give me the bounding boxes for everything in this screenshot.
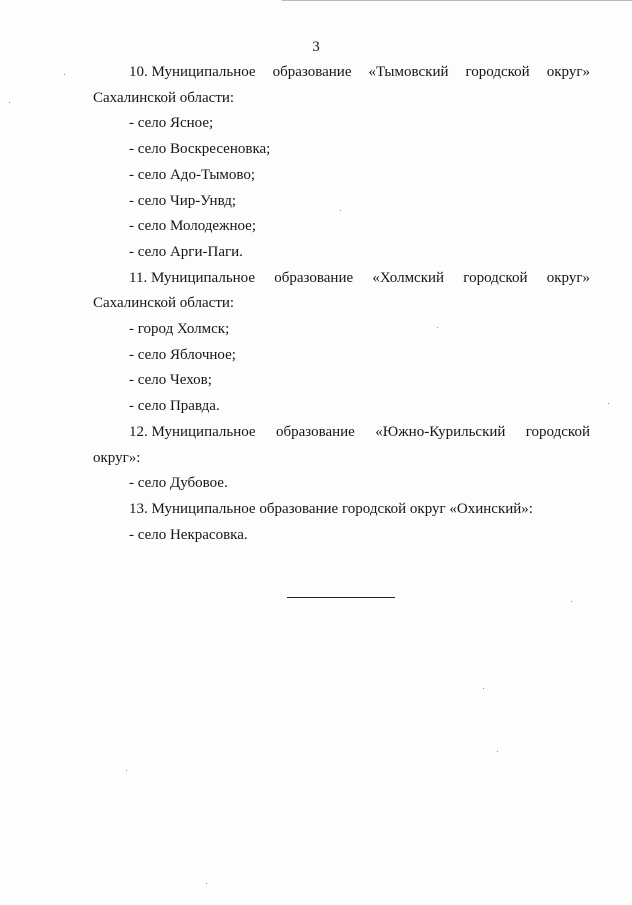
section-11 — [93, 266, 590, 420]
heading-word: городской — [525, 423, 590, 440]
scan-speck — [497, 751, 498, 752]
section-11-heading-line2: Сахалинской области: — [93, 295, 235, 312]
section-12 — [93, 420, 590, 497]
list-item: - село Яблочное; — [129, 346, 236, 363]
list-item: - город Холмск; — [129, 321, 230, 338]
heading-word: образование — [272, 64, 352, 80]
section-10 — [93, 60, 590, 266]
scan-speck — [340, 210, 341, 211]
scan-speck — [9, 102, 10, 103]
scan-speck — [608, 403, 609, 404]
heading-word: образование — [274, 269, 354, 286]
list-item: - село Некрасовка. — [129, 526, 248, 543]
section-13-heading: 13. Муниципальное образование городской округ «Охинский»: — [129, 500, 533, 517]
heading-word: «Южно-Курильский — [375, 423, 506, 440]
list-item: - село Воскресеновка; — [129, 141, 271, 158]
section-11-heading-line1 — [93, 266, 590, 292]
scan-speck — [571, 601, 572, 602]
list-item: - село Правда. — [129, 398, 220, 415]
list-item: - село Чир-Унвд; — [129, 192, 237, 209]
scan-top-edge — [282, 0, 632, 1]
section-12-heading-line2: округ»: — [93, 449, 141, 466]
heading-word: «Холмский — [372, 269, 445, 286]
section-10-heading-line2: Сахалинской области: — [93, 89, 235, 106]
list-item: - село Ясное; — [129, 115, 214, 132]
heading-word: городской — [465, 64, 530, 80]
section-12-heading-line1 — [93, 420, 590, 446]
scan-speck — [64, 74, 65, 75]
list-item: - село Чехов; — [129, 372, 212, 389]
scan-speck — [206, 883, 207, 884]
heading-word: образование — [275, 423, 355, 440]
scan-speck — [437, 327, 438, 328]
document-body — [93, 60, 590, 548]
heading-word: округ» — [546, 64, 590, 80]
end-separator-line — [287, 597, 395, 598]
page-number: 3 — [312, 39, 320, 55]
heading-word: 11. Муниципальное — [129, 269, 256, 286]
heading-word: «Тымовский — [368, 64, 449, 80]
list-item: - село Адо-Тымово; — [129, 166, 256, 183]
scan-speck — [126, 770, 127, 771]
heading-word: 12. Муниципальное — [129, 423, 256, 440]
heading-word: округ» — [546, 269, 590, 286]
section-10-heading-line1 — [93, 60, 590, 86]
list-item: - село Молодежное; — [129, 218, 256, 235]
list-item: - село Арги-Паги. — [129, 243, 243, 260]
heading-word: городской — [463, 269, 528, 286]
section-13 — [93, 497, 590, 548]
list-item: - село Дубовое. — [129, 475, 228, 492]
scan-speck — [483, 688, 484, 689]
heading-word: 10. Муниципальное — [129, 64, 256, 80]
